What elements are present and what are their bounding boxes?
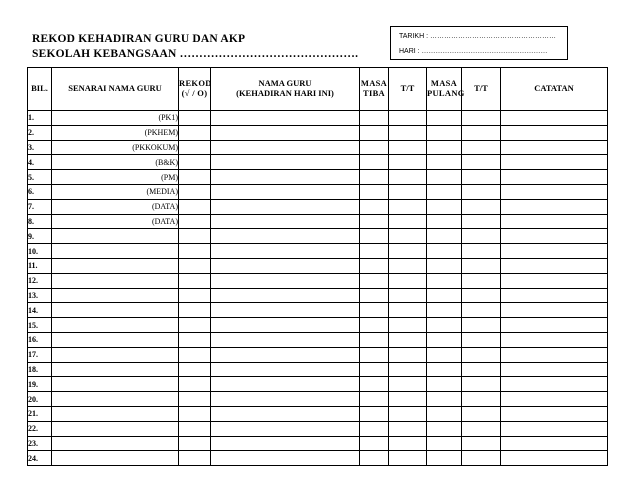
teacher-name-cell[interactable] (52, 392, 179, 407)
tt-tiba-cell[interactable] (389, 377, 427, 392)
tt-tiba-cell[interactable] (389, 125, 427, 140)
masa-pulang-cell[interactable] (427, 377, 462, 392)
nama-guru-cell[interactable] (211, 332, 360, 347)
row-number: 1. (28, 111, 52, 126)
table-row (28, 125, 608, 140)
teacher-name-cell[interactable] (52, 406, 179, 421)
masa-tiba-cell[interactable] (360, 258, 389, 273)
tt-tiba-cell[interactable] (389, 406, 427, 421)
masa-tiba-cell[interactable] (360, 392, 389, 407)
header-catatan: CATATAN (501, 68, 608, 111)
teacher-name-cell[interactable] (52, 421, 179, 436)
tt-pulang-cell[interactable] (462, 111, 501, 126)
table-row (28, 140, 608, 155)
nama-guru-cell[interactable] (211, 436, 360, 451)
rekod-cell[interactable] (179, 155, 211, 170)
row-number: 13. (28, 288, 52, 303)
teacher-name-cell[interactable] (52, 273, 179, 288)
nama-guru-cell[interactable] (211, 288, 360, 303)
masa-tiba-cell[interactable] (360, 170, 389, 185)
school-name-line: SEKOLAH KEBANGSAAN ………………………………………. (32, 48, 359, 60)
masa-tiba-cell[interactable] (360, 318, 389, 333)
masa-tiba-cell[interactable] (360, 155, 389, 170)
header-tt-tiba: T/T (389, 68, 427, 111)
masa-tiba-cell[interactable] (360, 244, 389, 259)
table-row (28, 421, 608, 436)
tt-pulang-cell[interactable] (462, 392, 501, 407)
masa-pulang-cell[interactable] (427, 199, 462, 214)
table-row (28, 303, 608, 318)
table-row (28, 199, 608, 214)
row-number: 7. (28, 199, 52, 214)
tt-pulang-cell[interactable] (462, 332, 501, 347)
table-row (28, 214, 608, 229)
nama-guru-cell[interactable] (211, 406, 360, 421)
tt-tiba-cell[interactable] (389, 303, 427, 318)
nama-guru-cell[interactable] (211, 229, 360, 244)
table-row (28, 406, 608, 421)
teacher-name-cell[interactable] (52, 332, 179, 347)
tt-tiba-cell[interactable] (389, 140, 427, 155)
catatan-cell[interactable] (501, 288, 608, 303)
tt-tiba-cell[interactable] (389, 392, 427, 407)
teacher-name-cell[interactable]: (B&K) (52, 155, 179, 170)
rekod-cell[interactable] (179, 229, 211, 244)
catatan-cell[interactable] (501, 125, 608, 140)
nama-guru-cell[interactable] (211, 451, 360, 466)
catatan-cell[interactable] (501, 229, 608, 244)
masa-tiba-cell[interactable] (360, 140, 389, 155)
table-row (28, 258, 608, 273)
row-number: 6. (28, 184, 52, 199)
catatan-cell[interactable] (501, 362, 608, 377)
tt-pulang-cell[interactable] (462, 170, 501, 185)
rekod-cell[interactable] (179, 377, 211, 392)
tt-tiba-cell[interactable] (389, 332, 427, 347)
nama-guru-cell[interactable] (211, 111, 360, 126)
header-tt-pulang: T/T (462, 68, 501, 111)
teacher-name-cell[interactable]: (PK1) (52, 111, 179, 126)
nama-guru-cell[interactable] (211, 125, 360, 140)
row-number: 8. (28, 214, 52, 229)
nama-guru-cell[interactable] (211, 199, 360, 214)
nama-guru-cell[interactable] (211, 155, 360, 170)
table-row (28, 244, 608, 259)
table-row (28, 155, 608, 170)
row-number: 12. (28, 273, 52, 288)
tt-pulang-cell[interactable] (462, 436, 501, 451)
catatan-cell[interactable] (501, 258, 608, 273)
header-nama-guru: NAMA GURU (KEHADIRAN HARI INI) (211, 68, 360, 111)
tarikh-field[interactable]: TARIKH : ……………………………………………… (399, 33, 556, 40)
tt-tiba-cell[interactable] (389, 170, 427, 185)
tt-pulang-cell[interactable] (462, 125, 501, 140)
masa-pulang-cell[interactable] (427, 303, 462, 318)
header-senarai-nama-guru: SENARAI NAMA GURU (52, 68, 179, 111)
teacher-name-cell[interactable] (52, 362, 179, 377)
hari-field[interactable]: HARI : ……………………………………………… (399, 48, 548, 55)
rekod-cell[interactable] (179, 451, 211, 466)
nama-guru-cell[interactable] (211, 347, 360, 362)
table-row (28, 451, 608, 466)
tt-tiba-cell[interactable] (389, 155, 427, 170)
table-row (28, 229, 608, 244)
catatan-cell[interactable] (501, 332, 608, 347)
table-row (28, 288, 608, 303)
row-number: 4. (28, 155, 52, 170)
tt-pulang-cell[interactable] (462, 318, 501, 333)
nama-guru-cell[interactable] (211, 377, 360, 392)
rekod-cell[interactable] (179, 125, 211, 140)
catatan-cell[interactable] (501, 406, 608, 421)
table-row (28, 436, 608, 451)
masa-pulang-cell[interactable] (427, 214, 462, 229)
nama-guru-cell[interactable] (211, 170, 360, 185)
attendance-table (27, 67, 608, 466)
tt-tiba-cell[interactable] (389, 362, 427, 377)
rekod-cell[interactable] (179, 199, 211, 214)
date-box (390, 26, 568, 60)
tt-tiba-cell[interactable] (389, 347, 427, 362)
catatan-cell[interactable] (501, 244, 608, 259)
teacher-name-cell[interactable]: (MEDIA) (52, 184, 179, 199)
tt-tiba-cell[interactable] (389, 421, 427, 436)
teacher-name-cell[interactable] (52, 288, 179, 303)
rekod-cell[interactable] (179, 303, 211, 318)
masa-pulang-cell[interactable] (427, 111, 462, 126)
masa-tiba-cell[interactable] (360, 362, 389, 377)
row-number: 2. (28, 125, 52, 140)
catatan-cell[interactable] (501, 155, 608, 170)
row-number: 10. (28, 244, 52, 259)
rekod-cell[interactable] (179, 140, 211, 155)
table-row (28, 273, 608, 288)
tt-tiba-cell[interactable] (389, 111, 427, 126)
row-number: 11. (28, 258, 52, 273)
header-bil: BIL. (28, 68, 52, 111)
masa-tiba-cell[interactable] (360, 303, 389, 318)
catatan-cell[interactable] (501, 170, 608, 185)
masa-pulang-cell[interactable] (427, 421, 462, 436)
nama-guru-cell[interactable] (211, 244, 360, 259)
rekod-cell[interactable] (179, 184, 211, 199)
teacher-name-cell[interactable]: (PM) (52, 170, 179, 185)
masa-tiba-cell[interactable] (360, 229, 389, 244)
header-masa-pulang: MASA PULANG (427, 68, 462, 111)
rekod-cell[interactable] (179, 244, 211, 259)
row-number: 22. (28, 421, 52, 436)
tt-pulang-cell[interactable] (462, 214, 501, 229)
rekod-cell[interactable] (179, 347, 211, 362)
rekod-cell[interactable] (179, 436, 211, 451)
tt-tiba-cell[interactable] (389, 214, 427, 229)
rekod-cell[interactable] (179, 392, 211, 407)
catatan-cell[interactable] (501, 347, 608, 362)
tt-tiba-cell[interactable] (389, 318, 427, 333)
form-title: REKOD KEHADIRAN GURU DAN AKP (32, 33, 246, 45)
masa-tiba-cell[interactable] (360, 436, 389, 451)
masa-pulang-cell[interactable] (427, 332, 462, 347)
masa-pulang-cell[interactable] (427, 184, 462, 199)
tt-pulang-cell[interactable] (462, 362, 501, 377)
table-row (28, 170, 608, 185)
tt-pulang-cell[interactable] (462, 140, 501, 155)
nama-guru-cell[interactable] (211, 303, 360, 318)
catatan-cell[interactable] (501, 184, 608, 199)
masa-pulang-cell[interactable] (427, 140, 462, 155)
tt-tiba-cell[interactable] (389, 436, 427, 451)
table-row (28, 111, 608, 126)
row-number: 5. (28, 170, 52, 185)
row-number: 20. (28, 392, 52, 407)
tt-pulang-cell[interactable] (462, 303, 501, 318)
masa-pulang-cell[interactable] (427, 170, 462, 185)
row-number: 19. (28, 377, 52, 392)
tt-tiba-cell[interactable] (389, 244, 427, 259)
nama-guru-cell[interactable] (211, 421, 360, 436)
rekod-cell[interactable] (179, 318, 211, 333)
tt-pulang-cell[interactable] (462, 288, 501, 303)
masa-tiba-cell[interactable] (360, 406, 389, 421)
nama-guru-cell[interactable] (211, 140, 360, 155)
tt-pulang-cell[interactable] (462, 451, 501, 466)
rekod-cell[interactable] (179, 332, 211, 347)
tt-tiba-cell[interactable] (389, 273, 427, 288)
table-row (28, 318, 608, 333)
nama-guru-cell[interactable] (211, 273, 360, 288)
masa-tiba-cell[interactable] (360, 111, 389, 126)
rekod-cell[interactable] (179, 362, 211, 377)
tt-pulang-cell[interactable] (462, 347, 501, 362)
tt-pulang-cell[interactable] (462, 258, 501, 273)
teacher-name-cell[interactable]: (PKHEM) (52, 125, 179, 140)
masa-pulang-cell[interactable] (427, 258, 462, 273)
nama-guru-cell[interactable] (211, 184, 360, 199)
tt-pulang-cell[interactable] (462, 184, 501, 199)
masa-tiba-cell[interactable] (360, 451, 389, 466)
catatan-cell[interactable] (501, 303, 608, 318)
tt-tiba-cell[interactable] (389, 184, 427, 199)
row-number: 15. (28, 318, 52, 333)
rekod-cell[interactable] (179, 214, 211, 229)
row-number: 23. (28, 436, 52, 451)
teacher-name-cell[interactable] (52, 229, 179, 244)
tt-pulang-cell[interactable] (462, 229, 501, 244)
catatan-cell[interactable] (501, 199, 608, 214)
catatan-cell[interactable] (501, 451, 608, 466)
header-rekod: REKOD (√ / O) (179, 68, 211, 111)
table-header-row (28, 68, 608, 111)
tt-pulang-cell[interactable] (462, 377, 501, 392)
catatan-cell[interactable] (501, 377, 608, 392)
tt-tiba-cell[interactable] (389, 288, 427, 303)
nama-guru-cell[interactable] (211, 258, 360, 273)
tt-pulang-cell[interactable] (462, 199, 501, 214)
row-number: 18. (28, 362, 52, 377)
catatan-cell[interactable] (501, 273, 608, 288)
tt-pulang-cell[interactable] (462, 421, 501, 436)
table-row (28, 377, 608, 392)
teacher-name-cell[interactable] (52, 318, 179, 333)
table-row (28, 392, 608, 407)
table-row (28, 362, 608, 377)
masa-pulang-cell[interactable] (427, 155, 462, 170)
masa-tiba-cell[interactable] (360, 184, 389, 199)
row-number: 9. (28, 229, 52, 244)
row-number: 21. (28, 406, 52, 421)
teacher-name-cell[interactable]: (PKKOKUM) (52, 140, 179, 155)
masa-pulang-cell[interactable] (427, 436, 462, 451)
masa-pulang-cell[interactable] (427, 244, 462, 259)
tt-pulang-cell[interactable] (462, 406, 501, 421)
table-row (28, 184, 608, 199)
rekod-cell[interactable] (179, 258, 211, 273)
teacher-name-cell[interactable] (52, 451, 179, 466)
row-number: 24. (28, 451, 52, 466)
masa-tiba-cell[interactable] (360, 347, 389, 362)
masa-tiba-cell[interactable] (360, 273, 389, 288)
masa-pulang-cell[interactable] (427, 125, 462, 140)
masa-tiba-cell[interactable] (360, 125, 389, 140)
teacher-name-cell[interactable] (52, 303, 179, 318)
masa-pulang-cell[interactable] (427, 273, 462, 288)
masa-pulang-cell[interactable] (427, 318, 462, 333)
nama-guru-cell[interactable] (211, 214, 360, 229)
teacher-name-cell[interactable]: (DATA) (52, 214, 179, 229)
masa-tiba-cell[interactable] (360, 377, 389, 392)
catatan-cell[interactable] (501, 140, 608, 155)
masa-pulang-cell[interactable] (427, 392, 462, 407)
masa-pulang-cell[interactable] (427, 288, 462, 303)
rekod-cell[interactable] (179, 406, 211, 421)
catatan-cell[interactable] (501, 214, 608, 229)
catatan-cell[interactable] (501, 318, 608, 333)
nama-guru-cell[interactable] (211, 318, 360, 333)
row-number: 17. (28, 347, 52, 362)
row-number: 16. (28, 332, 52, 347)
nama-guru-cell[interactable] (211, 392, 360, 407)
masa-pulang-cell[interactable] (427, 362, 462, 377)
row-number: 14. (28, 303, 52, 318)
rekod-cell[interactable] (179, 288, 211, 303)
masa-tiba-cell[interactable] (360, 332, 389, 347)
row-number: 3. (28, 140, 52, 155)
header-masa-tiba: MASA TIBA (360, 68, 389, 111)
nama-guru-cell[interactable] (211, 362, 360, 377)
teacher-name-cell[interactable] (52, 377, 179, 392)
teacher-name-cell[interactable]: (DATA) (52, 199, 179, 214)
teacher-name-cell[interactable] (52, 258, 179, 273)
masa-tiba-cell[interactable] (360, 214, 389, 229)
rekod-cell[interactable] (179, 170, 211, 185)
table-row (28, 332, 608, 347)
catatan-cell[interactable] (501, 421, 608, 436)
masa-pulang-cell[interactable] (427, 347, 462, 362)
catatan-cell[interactable] (501, 111, 608, 126)
masa-pulang-cell[interactable] (427, 451, 462, 466)
tt-pulang-cell[interactable] (462, 244, 501, 259)
tt-tiba-cell[interactable] (389, 451, 427, 466)
rekod-cell[interactable] (179, 273, 211, 288)
masa-tiba-cell[interactable] (360, 288, 389, 303)
catatan-cell[interactable] (501, 436, 608, 451)
tt-tiba-cell[interactable] (389, 229, 427, 244)
masa-tiba-cell[interactable] (360, 421, 389, 436)
table-row (28, 347, 608, 362)
teacher-name-cell[interactable] (52, 347, 179, 362)
masa-tiba-cell[interactable] (360, 199, 389, 214)
teacher-name-cell[interactable] (52, 436, 179, 451)
catatan-cell[interactable] (501, 392, 608, 407)
rekod-cell[interactable] (179, 111, 211, 126)
teacher-name-cell[interactable] (52, 244, 179, 259)
tt-tiba-cell[interactable] (389, 258, 427, 273)
tt-pulang-cell[interactable] (462, 155, 501, 170)
masa-pulang-cell[interactable] (427, 406, 462, 421)
masa-pulang-cell[interactable] (427, 229, 462, 244)
tt-tiba-cell[interactable] (389, 199, 427, 214)
tt-pulang-cell[interactable] (462, 273, 501, 288)
rekod-cell[interactable] (179, 421, 211, 436)
